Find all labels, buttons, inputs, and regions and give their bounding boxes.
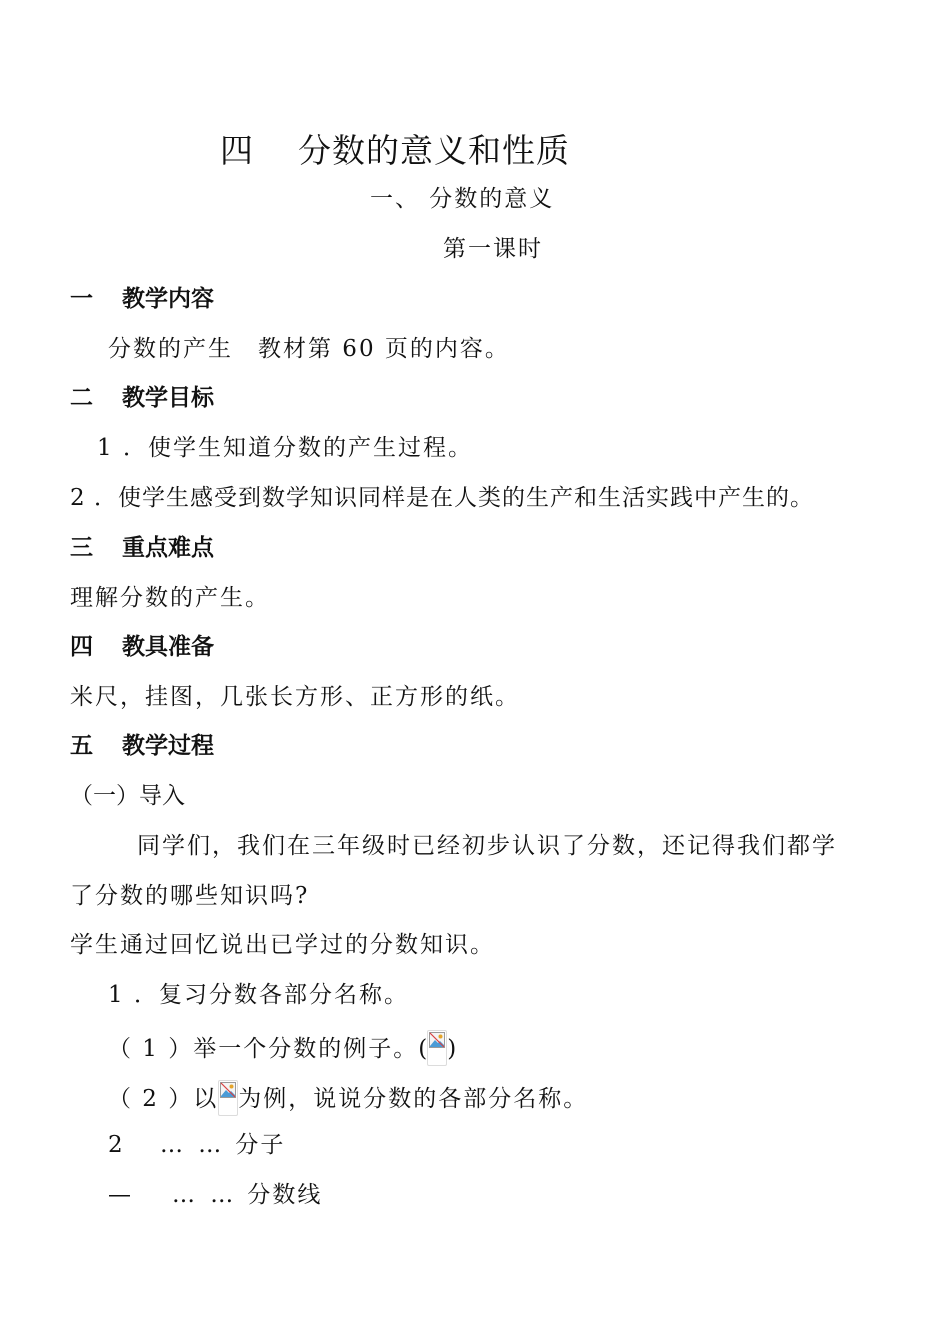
paragraph-1-line-1: 同学们，我们在三年级时已经初步认识了分数，还记得我们都学: [137, 833, 837, 859]
numerator-label: 分子: [235, 1132, 286, 1158]
heading-number: 一: [70, 285, 93, 312]
heading-teaching-process: [70, 731, 214, 761]
heading-text: 教学目标: [122, 384, 214, 411]
question-2-prefix: （ 2 ）以: [108, 1086, 219, 1112]
heading-text: 教学过程: [122, 732, 214, 759]
chapter-number: 四: [220, 131, 254, 170]
question-1-text: （ 1 ）举一个分数的例子。: [108, 1036, 419, 1062]
paren-open: (: [418, 1036, 428, 1062]
chapter-title: [220, 131, 570, 171]
fraction-line-symbol: —: [108, 1182, 131, 1208]
goal-1: 1 ．使学生知道分数的产生过程。: [97, 435, 473, 461]
paragraph-1-line-2: 了分数的哪些知识吗?: [70, 883, 310, 909]
review-1: 1 ．复习分数各部分名称。: [108, 982, 409, 1008]
materials-text: 米尺，挂图，几张长方形、正方形的纸。: [70, 684, 520, 710]
broken-image-icon: [218, 1080, 238, 1116]
paren-close: ): [447, 1036, 457, 1062]
fraction-line-row: [108, 1180, 322, 1210]
heading-text: 教学内容: [122, 285, 214, 312]
question-2: [108, 1080, 588, 1116]
heading-text: 重点难点: [122, 534, 214, 561]
heading-number: 二: [70, 384, 93, 411]
heading-number: 三: [70, 534, 93, 561]
numerator-row: [108, 1130, 285, 1160]
heading-number: 五: [70, 732, 93, 759]
section-title: 一、 分数的意义: [370, 186, 555, 212]
goal-2: 2 ．使学生感受到数学知识同样是在人类的生产和生活实践中产生的。: [70, 485, 814, 511]
lesson-title: 第一课时: [443, 236, 543, 262]
fraction-line-dots: … …: [172, 1182, 238, 1208]
heading-materials: [70, 632, 214, 662]
key-point-text: 理解分数的产生。: [70, 585, 270, 611]
numerator-dots: … …: [160, 1132, 226, 1158]
numerator-digit: 2: [108, 1132, 123, 1158]
part-1-title: （一）导入: [70, 783, 185, 809]
heading-text: 教具准备: [122, 633, 214, 660]
heading-teaching-content: [70, 284, 214, 314]
heading-teaching-goals: [70, 383, 214, 413]
heading-key-points: [70, 533, 214, 563]
fraction-line-label: 分数线: [247, 1182, 323, 1208]
heading-number: 四: [70, 633, 93, 660]
question-1: [108, 1030, 456, 1066]
content-line: 分数的产生 教材第 60 页的内容。: [108, 336, 510, 362]
chapter-title-text: 分数的意义和性质: [298, 131, 570, 170]
broken-image-icon: [427, 1030, 447, 1066]
question-2-suffix: 为例，说说分数的各部分名称。: [238, 1086, 589, 1112]
student-recall: 学生通过回忆说出已学过的分数知识。: [70, 932, 495, 958]
